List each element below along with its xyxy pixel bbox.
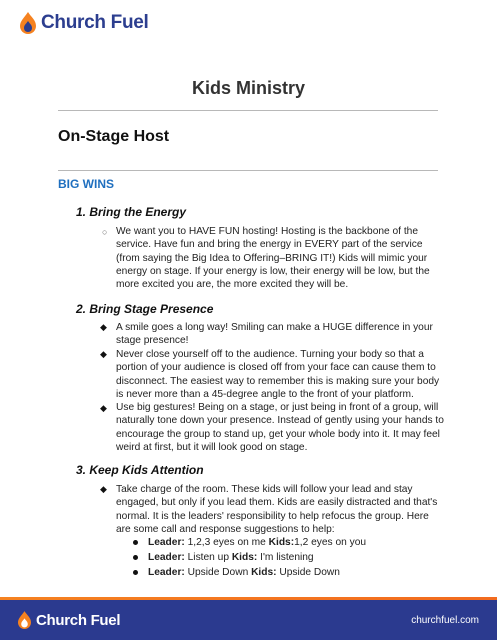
win-item: Use big gestures! Being on a stage, or just being in front of a group, will naturally tone down your presence. Instead of gently using your hands to encourage the group to stand up, get your whole body into it. It may feel weird at first, but it will look good on stage. xyxy=(116,402,444,453)
win-heading: 1. Bring the Energy xyxy=(76,205,187,219)
footer-url[interactable]: churchfuel.com xyxy=(411,614,479,626)
circle-bullet-icon: ○ xyxy=(102,227,108,237)
role-title: On-Stage Host xyxy=(58,128,170,145)
win-heading: 3. Keep Kids Attention xyxy=(76,463,204,477)
win-item: A smile goes a long way! Smiling can make a HUGE difference in your stage presence! xyxy=(116,322,433,347)
win-item: We want you to HAVE FUN hosting! Hosting is the backbone of the service. Have fun and bring the energy in EVERY part of the service (from saying the Big Idea to Offering–BRING IT!) Kids will mimic your energy on stage. If your energy is low, their energy will be low, but the more excited you are, the more excited they will be. xyxy=(116,226,430,291)
diamond-bullet-icon: ◆ xyxy=(100,349,107,359)
church-fuel-logo xyxy=(20,12,149,34)
flame-icon xyxy=(18,611,31,629)
call-response-item: Leader: Upside Down Kids: Upside Down xyxy=(148,567,340,578)
bullet-dot-icon xyxy=(133,540,138,545)
win-item: Take charge of the room. These kids will follow your lead and stay engaged, but only if you lead them. Kids are easily distracted and that's normal. It is the leaders' responsibility to help refocus the group. Here are some call and response suggestions to help: xyxy=(116,484,438,535)
bullet-dot-icon xyxy=(133,555,138,560)
bullet-dot-icon xyxy=(133,570,138,575)
call-response-item: Leader: 1,2,3 eyes on me Kids:1,2 eyes on you xyxy=(148,537,367,548)
footer-accent-bar xyxy=(0,597,497,600)
diamond-bullet-icon: ◆ xyxy=(100,403,107,413)
title-divider xyxy=(58,110,438,111)
diamond-bullet-icon: ◆ xyxy=(100,322,107,332)
call-response-item: Leader: Listen up Kids: I'm listening xyxy=(148,552,314,563)
flame-icon xyxy=(20,12,36,34)
footer-logo xyxy=(18,611,120,629)
document-title: Kids Ministry xyxy=(191,78,306,98)
win-item: Never close yourself off to the audience. Turning your body so that a portion of your audience is closed off from your face can cause them to disconnect. The easiest way to remember this is making sure your body is never more than a 45-degree angle to the front of your platform. xyxy=(116,349,440,400)
footer-logo-text: Church Fuel xyxy=(36,611,121,629)
section-title: BIG WINS xyxy=(58,177,114,191)
diamond-bullet-icon: ◆ xyxy=(100,484,107,494)
win-heading: 2. Bring Stage Presence xyxy=(76,302,214,316)
page-footer xyxy=(0,600,497,640)
logo-text: Church Fuel xyxy=(41,12,149,33)
role-divider xyxy=(58,170,438,171)
